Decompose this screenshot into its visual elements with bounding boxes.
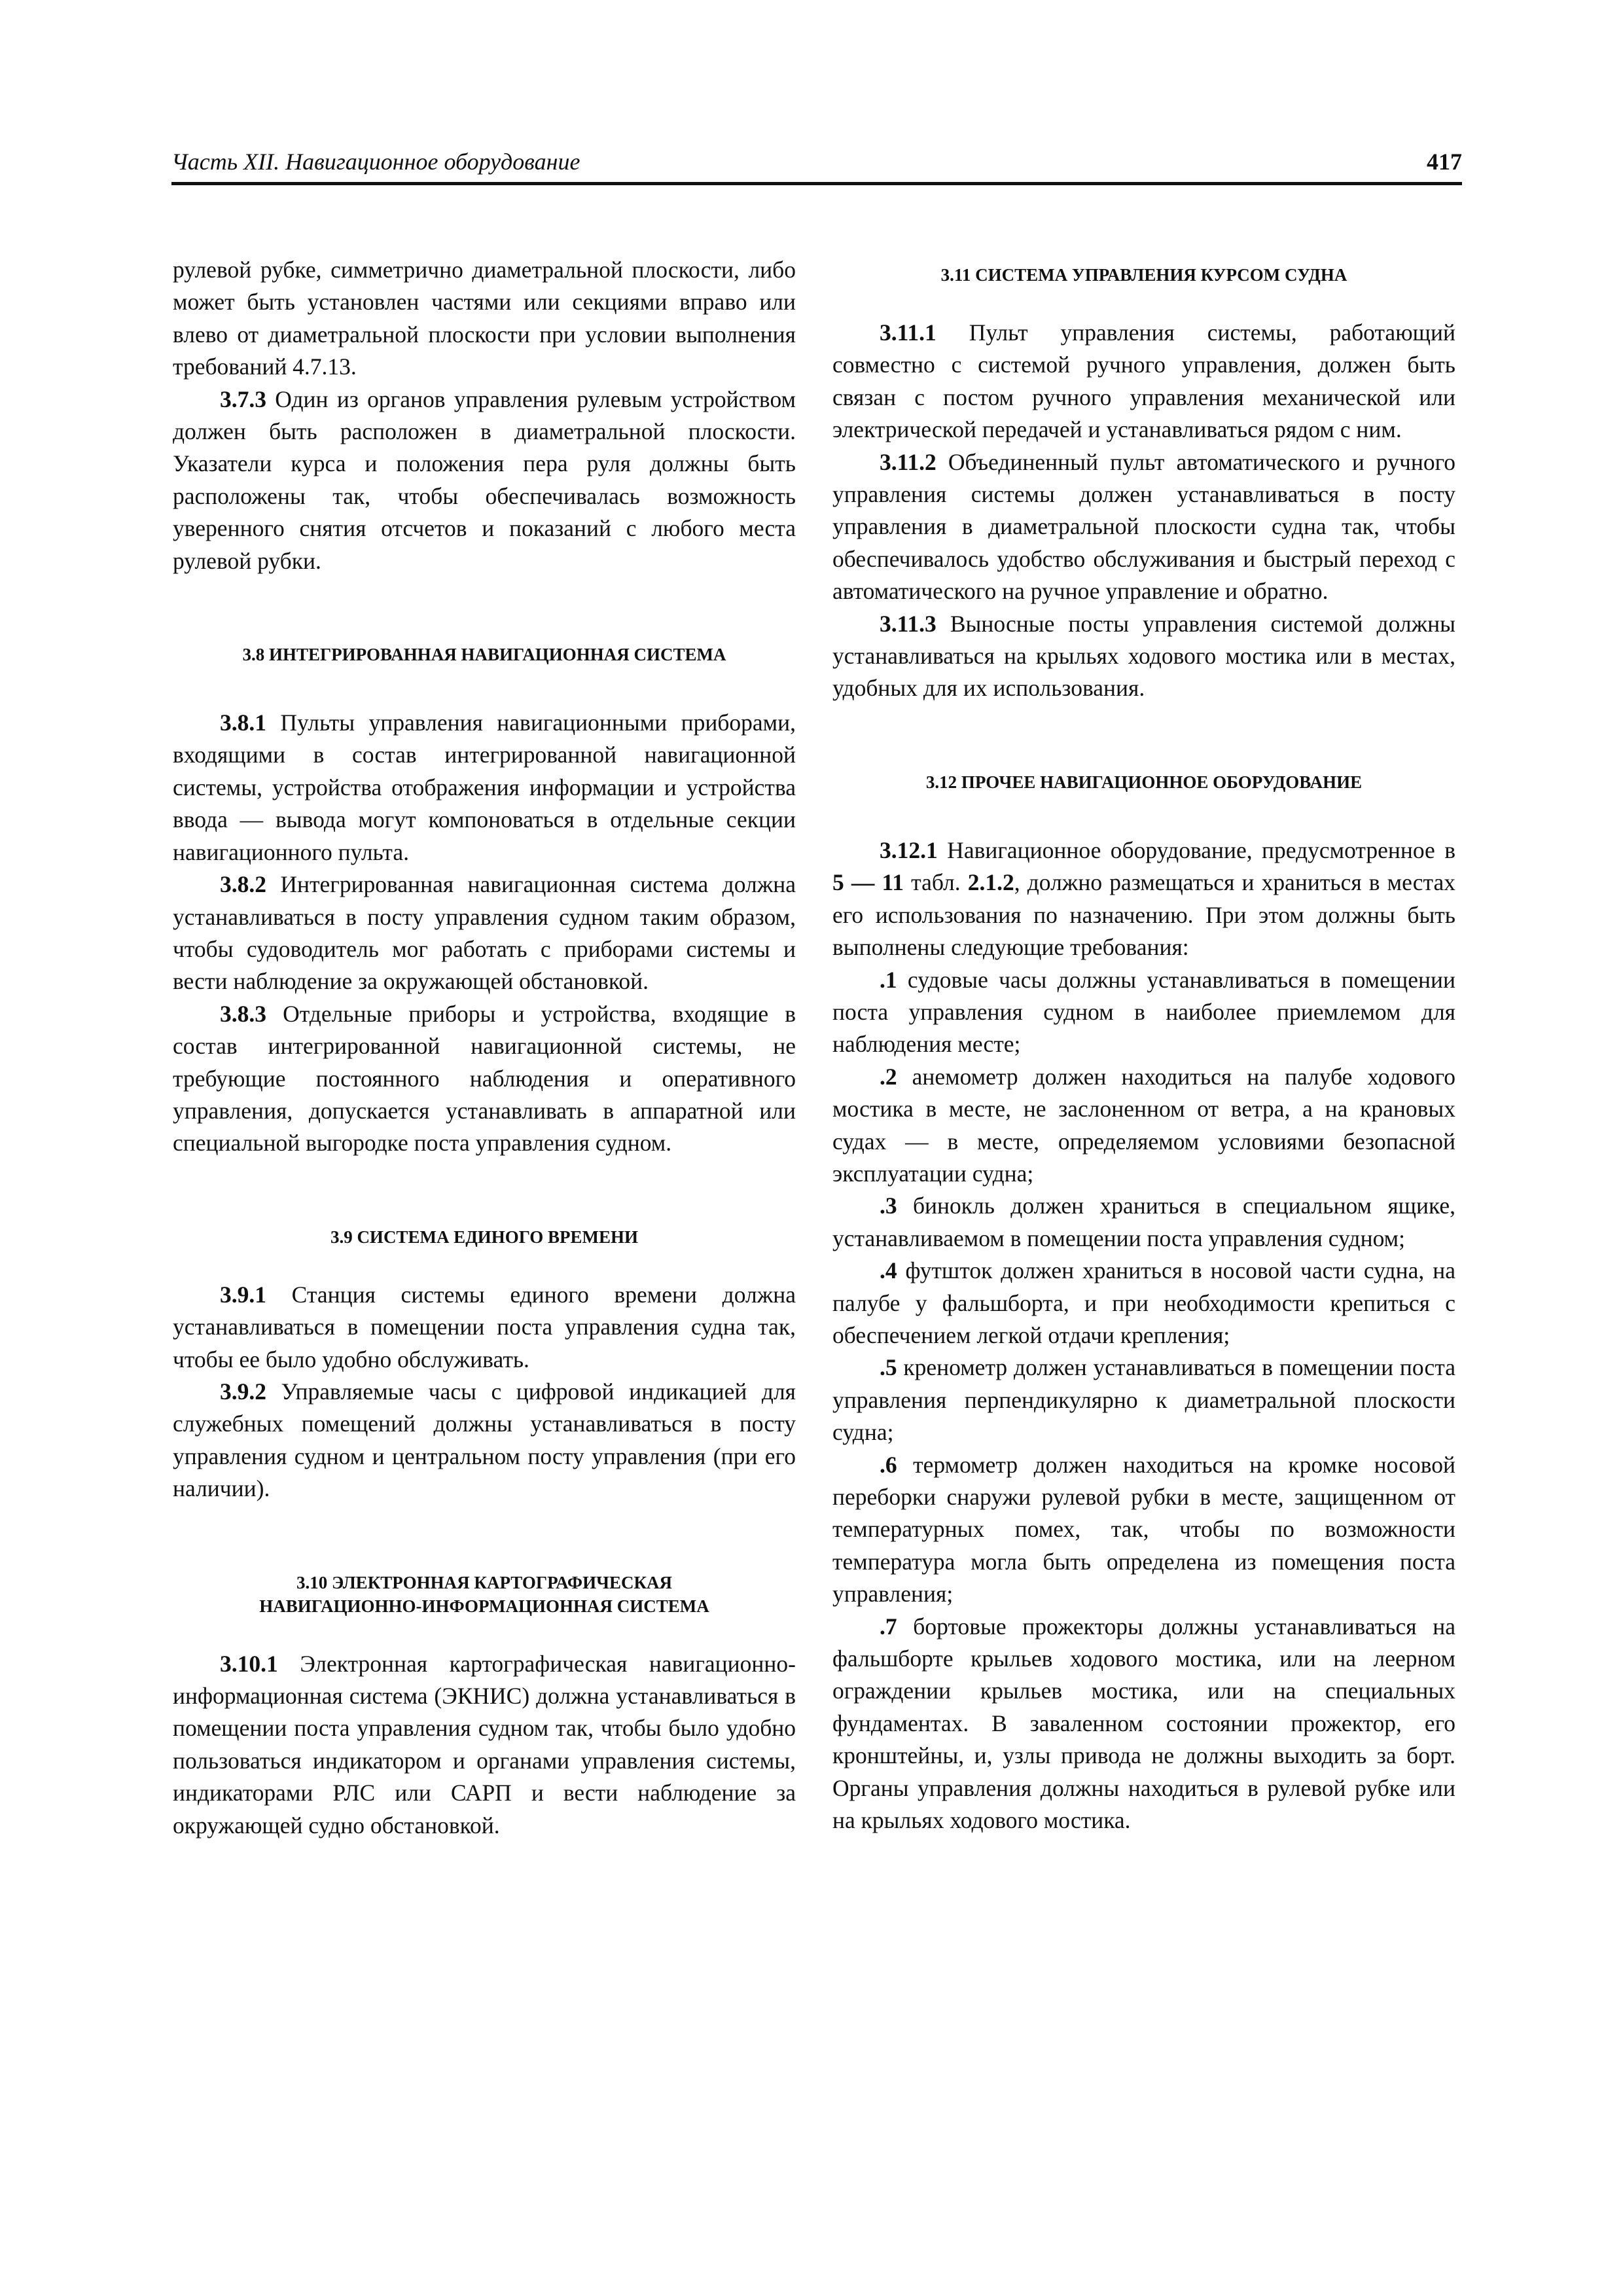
paragraph-text: Навигационное оборудование, предусмотренное в xyxy=(937,836,1455,863)
list-item-5 xyxy=(832,1352,1455,1448)
item-range-reference: 5 — 11 xyxy=(832,869,904,896)
item-number: .6 xyxy=(880,1451,897,1478)
item-number: .4 xyxy=(880,1257,897,1284)
list-item-4 xyxy=(832,1255,1455,1352)
section-heading-3-11: 3.11 СИСТЕМА УПРАВЛЕНИЯ КУРСОМ СУДНА xyxy=(940,265,1347,285)
clause-number: 3.12.1 xyxy=(880,836,938,863)
clause-number: 3.9.1 xyxy=(220,1281,266,1308)
paragraph-3-11-1 xyxy=(832,317,1455,446)
paragraph-3-8-3 xyxy=(173,998,796,1160)
left-column xyxy=(173,254,796,1842)
item-text: кренометр должен устанавливаться в помещении поста управления перпендикулярно к диаметральной плоскости судна; xyxy=(832,1354,1455,1446)
paragraph-3-10-1 xyxy=(173,1648,796,1842)
clause-number: 3.9.2 xyxy=(220,1378,266,1405)
paragraph-3-9-1 xyxy=(173,1279,796,1376)
page-header xyxy=(171,145,1462,185)
section-heading-3-9: 3.9 СИСТЕМА ЕДИНОГО ВРЕМЕНИ xyxy=(330,1227,639,1247)
clause-number: 3.8.3 xyxy=(220,1000,266,1027)
item-number: .3 xyxy=(880,1193,897,1219)
clause-number: 3.10.1 xyxy=(220,1650,278,1677)
paragraph-text: Управляемые часы с цифровой индикацией для служебных помещений должны устанавливаться в посту управления судном и центральном посту управления (при его наличии). xyxy=(173,1378,796,1502)
clause-number: 3.8.2 xyxy=(220,871,266,898)
item-number: .7 xyxy=(880,1613,897,1640)
paragraph-text: , должно размещаться и храниться в местах его использования по назначению. При этом должны быть выполнены следующие требования: xyxy=(832,869,1455,961)
clause-number: 3.11.3 xyxy=(880,610,936,637)
item-text: термометр должен находиться на кромке носовой переборки снаружи рулевой рубки в месте, защищенном от температурных помех, так, чтобы по возможности температура могла быть определена из помещения поста управления; xyxy=(832,1451,1455,1607)
running-title: Часть XII. Навигационное оборудование xyxy=(171,149,580,175)
paragraph-text: Станция системы единого времени должна устанавливаться в помещении поста управления судна так, чтобы ее было удобно обслуживать. xyxy=(173,1281,796,1372)
paragraph-text: табл. xyxy=(904,869,968,896)
paragraph-text: Интегрированная навигационная система должна устанавливаться в посту управления судном таким образом, чтобы судоводитель мог работать с приборами системы и вести наблюдение за окружающей обстановкой. xyxy=(173,871,796,995)
paragraph-3-7-3 xyxy=(173,384,796,577)
paragraph-text: Один из органов управления рулевым устройством должен быть расположен в диаметральной плоскости. Указатели курса и положения пера руля должны быть расположены так, чтобы обеспечивалась возможность уверенного снятия отсчетов и показаний с любого места рулевой рубки. xyxy=(173,386,796,574)
item-text: футшток должен храниться в носовой части судна, на палубе у фальшборта, и при необходимости крепиться с обеспечением легкой отдачи крепления; xyxy=(832,1257,1455,1348)
list-item-2 xyxy=(832,1061,1455,1191)
right-column xyxy=(832,254,1455,1837)
list-item-1 xyxy=(832,964,1455,1061)
paragraph-3-11-3 xyxy=(832,608,1455,705)
table-reference: 2.1.2 xyxy=(967,869,1014,896)
list-item-6 xyxy=(832,1449,1455,1611)
paragraph-3-11-2 xyxy=(832,446,1455,608)
paragraph-text: Объединенный пульт автоматического и ручного управления системы должен устанавливаться в посту управления в диаметральной плоскости судна так, чтобы обеспечивалось удобство обслуживания и быстрый переход с автоматического на ручное управление и обратно. xyxy=(832,448,1455,605)
paragraph-3-12-1 xyxy=(832,834,1455,964)
section-heading-3-8: 3.8 ИНТЕГРИРОВАННАЯ НАВИГАЦИОННАЯ СИСТЕМА xyxy=(242,645,726,665)
paragraph-continued xyxy=(173,254,796,384)
paragraph-text: Выносные посты управления системой должны устанавливаться на крыльях ходового мостика или в местах, удобных для их использования. xyxy=(832,610,1455,702)
item-text: бинокль должен храниться в специальном ящике, устанавливаемом в помещении поста управления судном; xyxy=(832,1193,1455,1251)
list-item-3 xyxy=(832,1190,1455,1255)
clause-number: 3.11.2 xyxy=(880,448,936,475)
paragraph-3-9-2 xyxy=(173,1376,796,1505)
paragraph-3-8-2 xyxy=(173,869,796,998)
paragraph-text: рулевой рубке, симметрично диаметральной плоскости, либо может быть установлен частями или секциями вправо или влево от диаметральной плоскости при условии выполнения требований 4.7.13. xyxy=(173,257,796,380)
clause-number: 3.7.3 xyxy=(220,386,266,412)
section-heading-3-10 xyxy=(173,1571,796,1618)
heading-line: 3.10 ЭЛЕКТРОННАЯ КАРТОГРАФИЧЕСКАЯ xyxy=(296,1572,673,1592)
heading-line: НАВИГАЦИОННО-ИНФОРМАЦИОННАЯ СИСТЕМА xyxy=(259,1596,709,1616)
paragraph-text: Электронная картографическая навигационно-информационная система (ЭКНИС) должна устанавливаться в помещении поста управления судном так, чтобы было удобно пользоваться индикатором и органами управления системы, индикаторами РЛС или САРП и вести наблюдение за окружающей судно обстановкой. xyxy=(173,1650,796,1839)
list-item-7 xyxy=(832,1611,1455,1837)
clause-number: 3.11.1 xyxy=(880,319,936,346)
paragraph-3-8-1 xyxy=(173,707,796,869)
section-heading-3-12: 3.12 ПРОЧЕЕ НАВИГАЦИОННОЕ ОБОРУДОВАНИЕ xyxy=(925,772,1363,792)
clause-number: 3.8.1 xyxy=(220,709,266,736)
paragraph-text: Пульт управления системы, работающий совместно с системой ручного управления, должен быть связан с постом ручного управления механической или электрической передачей и устанавливаться рядом с ним. xyxy=(832,319,1455,443)
item-text: анемометр должен находиться на палубе ходового мостика в месте, не заслоненном от ветра, а на крановых судах — в месте, определяемом условиями безопасной эксплуатации судна; xyxy=(832,1063,1455,1187)
item-number: .2 xyxy=(880,1063,897,1090)
paragraph-text: Пульты управления навигационными приборами, входящими в состав интегрированной навигационной системы, устройства отображения информации и устройства ввода — вывода могут компоноваться в отдельные секции навигационного пульта. xyxy=(173,709,796,865)
item-number: .1 xyxy=(880,966,897,993)
page-number: 417 xyxy=(1427,149,1462,175)
item-text: судовые часы должны устанавливаться в помещении поста управления судном в наиболее приемлемом для наблюдения месте; xyxy=(832,966,1455,1058)
item-number: .5 xyxy=(880,1354,897,1381)
item-text: бортовые прожекторы должны устанавливаться на фальшборте крыльев ходового мостика, или на леерном ограждении крыльев мостика, или на специальных фундаментах. В заваленном состоянии прожектор, его кронштейны, и, узлы привода не должны выходить за борт. Органы управления должны находиться в рулевой рубке или на крыльях ходового мостика. xyxy=(832,1613,1455,1834)
paragraph-text: Отдельные приборы и устройства, входящие в состав интегрированной навигационной системы, не требующие постоянного наблюдения и оперативного управления, допускается устанавливать в аппаратной или специальной выгородке поста управления судном. xyxy=(173,1000,796,1157)
